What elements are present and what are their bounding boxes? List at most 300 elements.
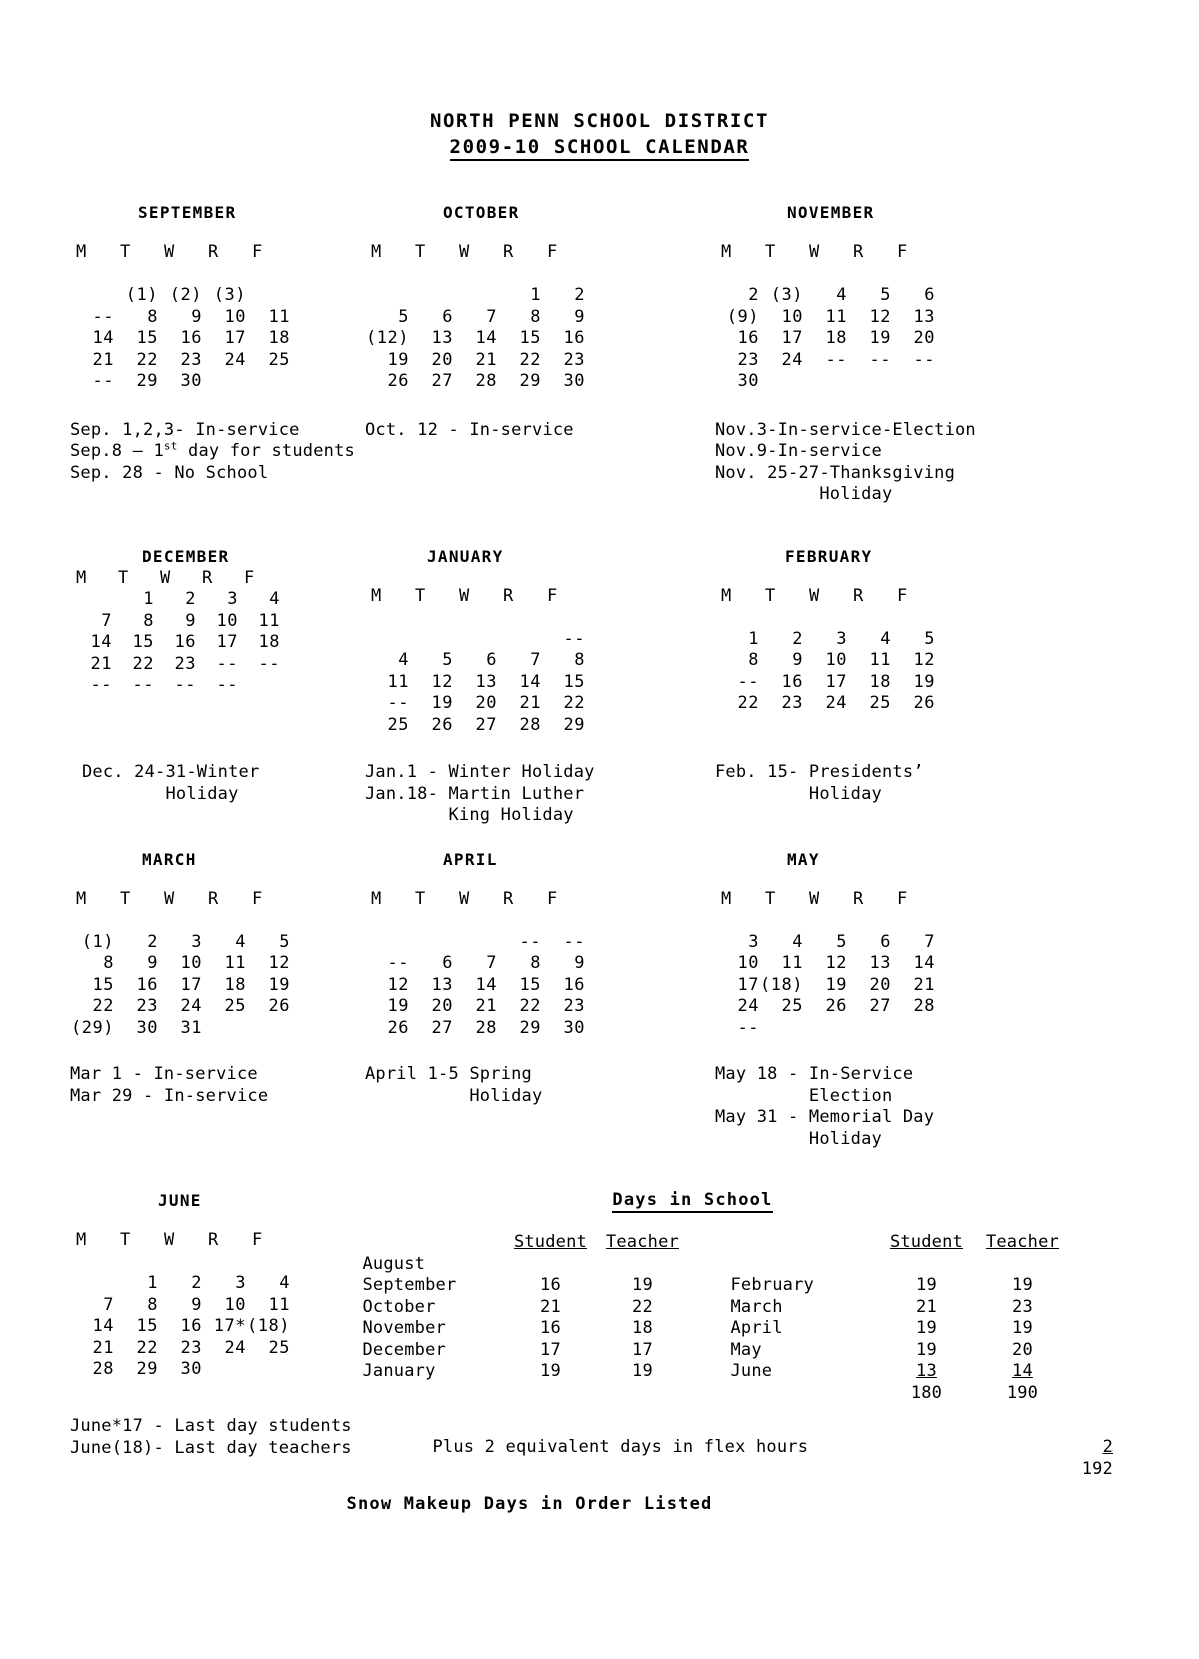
month-title-february: FEBRUARY (785, 546, 873, 566)
day-cell: 24 (224, 349, 246, 370)
note-line: Nov.9-In-service (715, 441, 882, 461)
day-cell: 11 (268, 1294, 290, 1315)
day-cell: 1 (147, 1273, 158, 1293)
day-cell: 11 (224, 953, 246, 973)
month-title-september: SEPTEMBER (138, 203, 237, 222)
notes-march (0, 1064, 355, 1150)
header-blank (362, 1232, 504, 1254)
day-cell (847, 371, 891, 393)
weekday-header: M (721, 242, 732, 262)
day-cell: 13 (475, 671, 497, 692)
row-student-right: 13 (916, 1361, 937, 1381)
notes-may (705, 1064, 1199, 1150)
month-title-december: DECEMBER (142, 546, 230, 566)
day-cell: 16 (737, 328, 759, 348)
weekday-header: R (208, 888, 219, 909)
day-cell: 3 (748, 931, 759, 952)
day-cell (409, 285, 453, 307)
day-cell: 5 (924, 628, 935, 649)
day-cell: 23 (174, 653, 196, 674)
day-cell: 4 (880, 628, 891, 649)
day-cell: 25 (224, 996, 246, 1016)
day-cell: 13 (913, 306, 935, 327)
weekday-header: W (459, 585, 470, 606)
note-line: King Holiday (365, 805, 574, 825)
day-cell: 12 (431, 671, 453, 692)
notes-february (705, 762, 1199, 827)
weekday-header: F (897, 888, 908, 909)
calendar-year-title: 2009-10 SCHOOL CALENDAR (0, 134, 1199, 160)
day-cell: 17 (825, 671, 847, 692)
day-cell: 2 (147, 931, 158, 952)
month-block-march (0, 849, 355, 1040)
row-teacher-right: 14 (1012, 1361, 1033, 1381)
day-cell (365, 285, 409, 307)
row-teacher-right (974, 1254, 1070, 1276)
day-cell: 16 (180, 328, 202, 348)
day-cell: 23 (781, 693, 803, 713)
grid-spacer (365, 607, 585, 629)
column-gap (688, 1232, 730, 1254)
column-header-student-right: Student (889, 1232, 963, 1252)
calendar-grid-march (70, 889, 355, 1040)
months-row-3 (0, 849, 1199, 1040)
day-cell: 10 (737, 953, 759, 973)
note-line: Oct. 12 - In-service (365, 419, 574, 440)
column-header-student-left: Student (513, 1232, 587, 1252)
day-cell: -- (737, 671, 759, 692)
weekday-header: R (853, 585, 864, 606)
day-cell: 25 (387, 714, 409, 735)
month-block-february (705, 546, 1199, 737)
note-line: Nov. 25-27-Thanksgiving (715, 462, 956, 483)
day-cell: 13 (431, 974, 453, 995)
notes-october (355, 420, 705, 506)
day-cell: 17 (216, 632, 238, 652)
day-cell: 25 (268, 349, 290, 370)
day-cell: 28 (519, 714, 541, 735)
row-teacher-left: 22 (632, 1296, 653, 1317)
row-teacher-left: 18 (632, 1318, 653, 1338)
row-student-left: 19 (540, 1361, 561, 1381)
month-block-september (0, 202, 355, 393)
day-cell: 29 (519, 1017, 541, 1038)
day-cell: 22 (519, 996, 541, 1016)
day-cell: 26 (825, 996, 847, 1016)
day-cell: 26 (387, 371, 409, 391)
day-cell (453, 629, 497, 651)
weekday-header: R (202, 567, 213, 588)
day-cell: 27 (431, 1017, 453, 1038)
weekday-header: F (547, 585, 558, 606)
row-student-left (504, 1254, 596, 1276)
calendar-grid-october (365, 242, 705, 393)
day-cell: 30 (136, 1017, 158, 1038)
day-cell: 7 (486, 306, 497, 327)
day-cell: 9 (191, 306, 202, 327)
day-cell (409, 629, 453, 651)
day-cell: 15 (519, 328, 541, 348)
note-line: April 1-5 Spring (365, 1064, 532, 1084)
day-cell: 13 (869, 953, 891, 973)
day-cell: 19 (387, 349, 409, 370)
day-cell: 10 (781, 306, 803, 327)
column-header-teacher-left: Teacher (605, 1232, 679, 1252)
day-cell: 14 (913, 953, 935, 973)
day-cell: 12 (268, 953, 290, 973)
day-cell: 25 (869, 693, 891, 713)
day-cell: 23 (180, 349, 202, 370)
day-cell: 15 (563, 671, 585, 692)
day-cell: 26 (268, 996, 290, 1016)
row-month-left: September (362, 1275, 457, 1295)
day-cell (246, 1359, 290, 1381)
day-cell: 24 (737, 996, 759, 1016)
grid-spacer (70, 264, 290, 286)
day-cell: 15 (519, 974, 541, 995)
grid-spacer (715, 607, 935, 629)
grid-spacer (70, 1252, 290, 1274)
notes-row-2 (0, 762, 1199, 827)
flex-total-column (947, 1416, 1199, 1480)
day-cell: 30 (737, 371, 759, 391)
day-cell: 31 (180, 1017, 202, 1038)
day-cell: 3 (227, 589, 238, 609)
column-gap (688, 1297, 730, 1319)
document-title (0, 108, 1199, 160)
day-cell: 4 (836, 285, 847, 305)
day-cell: -- (563, 628, 585, 649)
day-cell (70, 285, 114, 307)
calendar-grid-february (715, 586, 1199, 715)
notes-january (355, 762, 705, 827)
note-line: Jan.1 - Winter Holiday (365, 762, 595, 782)
day-cell: 15 (132, 632, 154, 652)
total-teacher: 190 (1006, 1382, 1039, 1403)
day-cell (365, 629, 409, 651)
day-cell: 24 (781, 349, 803, 370)
row-teacher-left: 17 (632, 1339, 653, 1360)
table-row (362, 1340, 1070, 1362)
weekday-header: M (721, 888, 732, 909)
day-cell: 11 (825, 306, 847, 327)
day-cell: 14 (475, 974, 497, 995)
day-cell: -- (258, 653, 280, 674)
note-line: Holiday (715, 484, 893, 504)
day-cell (759, 371, 803, 393)
flex-value: 2 (1102, 1437, 1113, 1457)
note-line: Holiday (82, 783, 239, 804)
note-line: Sep. 28 - No School (70, 462, 269, 483)
month-title-november: NOVEMBER (787, 203, 875, 222)
weekday-header: R (503, 242, 514, 262)
note-line: Sep. 1,2,3- In-service (70, 419, 300, 440)
weekday-header: M (76, 242, 87, 262)
weekday-header: T (120, 1230, 131, 1250)
day-cell: 21 (913, 974, 935, 995)
day-cell: 8 (103, 953, 114, 973)
day-cell: 27 (869, 996, 891, 1016)
day-cell: 18 (825, 328, 847, 348)
month-title-march: MARCH (142, 849, 197, 869)
note-line: Dec. 24-31-Winter (82, 762, 260, 782)
weekday-header: M (721, 585, 732, 606)
weekday-header: W (164, 242, 175, 262)
weekday-header: R (503, 888, 514, 909)
day-cell: 15 (136, 1316, 158, 1336)
notes-november (705, 420, 1199, 506)
day-cell: 7 (103, 1294, 114, 1315)
day-cell: 28 (475, 371, 497, 391)
table-row (362, 1254, 1070, 1276)
day-cell: 29 (563, 714, 585, 735)
row-month-right (730, 1254, 878, 1276)
day-cell: 14 (92, 328, 114, 348)
day-cell: 19 (431, 693, 453, 713)
row-teacher-right: 19 (1012, 1275, 1033, 1295)
day-cell: 19 (913, 671, 935, 692)
calendar-grid-september (70, 242, 355, 393)
calendar-grid-april (365, 889, 705, 1040)
day-cell: 22 (136, 1337, 158, 1358)
row-month-left: December (362, 1339, 446, 1360)
weekday-header: M (371, 242, 382, 262)
day-cell: (1) (81, 931, 114, 952)
day-cell: -- (387, 693, 409, 713)
day-cell: 29 (136, 1359, 158, 1379)
row-teacher-left (596, 1254, 688, 1276)
day-cell: (3) (770, 285, 803, 305)
day-cell: (3) (213, 285, 246, 305)
day-cell: 21 (475, 996, 497, 1016)
weekday-header: T (415, 242, 426, 262)
day-cell: 20 (475, 693, 497, 713)
day-cell: 4 (269, 589, 280, 609)
day-cell: 18 (869, 671, 891, 692)
row-student-right (878, 1254, 974, 1276)
day-cell: -- (869, 349, 891, 370)
day-cell: 23 (180, 1337, 202, 1358)
day-cell (891, 1018, 935, 1040)
day-cell: 1 (748, 628, 759, 649)
weekday-header: M (371, 585, 382, 606)
day-cell: 8 (143, 610, 154, 631)
day-cell: -- (387, 953, 409, 973)
weekday-header: T (765, 585, 776, 606)
day-cell: 30 (180, 1359, 202, 1379)
day-cell: 4 (235, 931, 246, 952)
day-cell: 6 (442, 953, 453, 973)
column-header-teacher-right: Teacher (985, 1232, 1059, 1252)
day-cell: 10 (180, 953, 202, 973)
months-row-2 (0, 546, 1199, 737)
day-cell (246, 285, 290, 307)
day-cell: 1 (530, 285, 541, 305)
day-cell: 10 (825, 650, 847, 670)
weekday-header: T (415, 585, 426, 606)
header-blank (730, 1232, 878, 1254)
day-cell: 5 (442, 650, 453, 670)
weekday-header: F (897, 242, 908, 262)
day-cell: 22 (563, 693, 585, 713)
note-line: June(18)- Last day teachers (70, 1437, 352, 1458)
row-student-left: 16 (540, 1275, 561, 1295)
day-cell (453, 285, 497, 307)
days-in-school-block (352, 1190, 1199, 1404)
day-cell: 5 (880, 285, 891, 305)
day-cell: 6 (486, 650, 497, 670)
weekday-header: F (252, 888, 263, 909)
day-cell: 9 (191, 1294, 202, 1315)
column-gap (688, 1361, 730, 1383)
day-cell: 21 (92, 349, 114, 370)
day-cell: 8 (574, 650, 585, 670)
day-cell: 29 (519, 371, 541, 391)
day-cell: 30 (563, 371, 585, 391)
column-gap (688, 1340, 730, 1362)
note-line: Election (715, 1085, 893, 1106)
district-name: NORTH PENN SCHOOL DISTRICT (429, 110, 769, 132)
day-cell: 16 (563, 328, 585, 348)
day-cell: 23 (737, 349, 759, 370)
day-cell: 14 (475, 328, 497, 348)
month-title-may: MAY (787, 849, 820, 869)
days-in-school-title: Days in School (362, 1190, 1022, 1210)
month-block-october (355, 202, 705, 393)
note-line: Mar 29 - In-service (70, 1085, 269, 1106)
month-title-october: OCTOBER (443, 203, 520, 222)
row-teacher-right: 23 (1012, 1296, 1033, 1317)
day-cell: 17* (213, 1316, 246, 1336)
day-cell (759, 1018, 803, 1040)
day-cell: 18 (258, 632, 280, 652)
day-cell (238, 675, 280, 697)
day-cell (891, 371, 935, 393)
day-cell: 12 (825, 953, 847, 973)
grid-spacer (365, 910, 585, 932)
day-cell: 4 (792, 931, 803, 952)
day-cell: 15 (92, 974, 114, 995)
day-cell (365, 932, 409, 954)
day-cell: 7 (486, 953, 497, 973)
day-cell: 20 (431, 349, 453, 370)
day-cell: 26 (431, 714, 453, 735)
day-cell: 19 (268, 974, 290, 995)
day-cell: 22 (132, 653, 154, 674)
day-cell: 15 (136, 328, 158, 348)
day-cell (409, 932, 453, 954)
weekday-header: W (459, 888, 470, 909)
row-teacher-right: 19 (1012, 1318, 1033, 1338)
day-cell: 6 (924, 285, 935, 305)
note-line: Feb. 15- Presidents’ (715, 762, 924, 782)
day-cell: 2 (191, 1273, 202, 1293)
notes-september (0, 420, 355, 506)
snow-makeup-note: Snow Makeup Days in Order Listed (346, 1494, 713, 1514)
day-cell: 17 (737, 974, 759, 995)
month-block-may (705, 849, 1199, 1040)
row-month-right: June (730, 1361, 773, 1381)
day-cell: (18) (247, 1316, 290, 1336)
day-cell: 25 (268, 1337, 290, 1358)
day-cell (246, 371, 290, 393)
day-cell: -- (92, 306, 114, 327)
day-cell: 10 (224, 1294, 246, 1315)
day-cell: 8 (748, 650, 759, 670)
day-cell: 17 (180, 974, 202, 995)
weekday-header: W (459, 242, 470, 262)
day-cell: -- (216, 675, 238, 695)
day-cell: 19 (869, 328, 891, 348)
day-cell: 11 (781, 953, 803, 973)
day-cell: 17 (224, 328, 246, 348)
day-cell: 10 (216, 610, 238, 631)
day-cell: 21 (475, 349, 497, 370)
month-block-april (355, 849, 705, 1040)
day-cell: 23 (563, 996, 585, 1016)
day-cell (497, 629, 541, 651)
day-cell: 26 (387, 1017, 409, 1038)
row-month-left: January (362, 1361, 436, 1381)
weekday-header: F (547, 242, 558, 262)
note-line: Sep.8 – 1st day for students (70, 439, 355, 461)
row-student-right: 19 (916, 1275, 937, 1295)
day-cell: 22 (519, 349, 541, 370)
day-cell: 16 (563, 974, 585, 995)
grid-spacer (715, 264, 935, 286)
weekday-header: W (809, 888, 820, 909)
day-cell (453, 932, 497, 954)
day-cell: 26 (913, 693, 935, 713)
weekday-header: R (853, 888, 864, 909)
day-cell: 20 (913, 328, 935, 348)
day-cell: -- (563, 931, 585, 952)
notes-april (355, 1064, 705, 1150)
day-cell: -- (737, 1017, 759, 1038)
day-cell (70, 589, 112, 611)
day-cell: 2 (185, 589, 196, 609)
day-cell: 3 (836, 628, 847, 649)
day-cell (803, 371, 847, 393)
day-cell: 21 (519, 693, 541, 713)
weekday-header: W (164, 888, 175, 909)
day-cell: 21 (90, 653, 112, 674)
day-cell: 16 (136, 974, 158, 995)
row-student-left: 16 (540, 1318, 561, 1338)
day-cell: 8 (530, 306, 541, 327)
day-cell: 9 (185, 610, 196, 631)
day-cell: 8 (147, 1294, 158, 1315)
day-cell: 2 (792, 628, 803, 649)
note-line: Holiday (715, 783, 882, 804)
row-student-right: 19 (916, 1318, 937, 1338)
day-cell: 8 (147, 306, 158, 327)
day-cell: (2) (169, 285, 202, 305)
weekday-header: W (160, 567, 171, 588)
day-cell: 7 (924, 931, 935, 952)
column-gap (688, 1275, 730, 1297)
weekday-header: T (415, 888, 426, 909)
day-cell: -- (825, 349, 847, 370)
day-cell: (9) (726, 306, 759, 327)
column-gap (688, 1318, 730, 1340)
day-cell: 18 (268, 328, 290, 348)
row-month-right: February (730, 1275, 814, 1295)
day-cell: 24 (180, 996, 202, 1016)
month-block-november (705, 202, 1199, 393)
day-cell: 29 (136, 371, 158, 391)
weekday-header: F (252, 242, 263, 262)
